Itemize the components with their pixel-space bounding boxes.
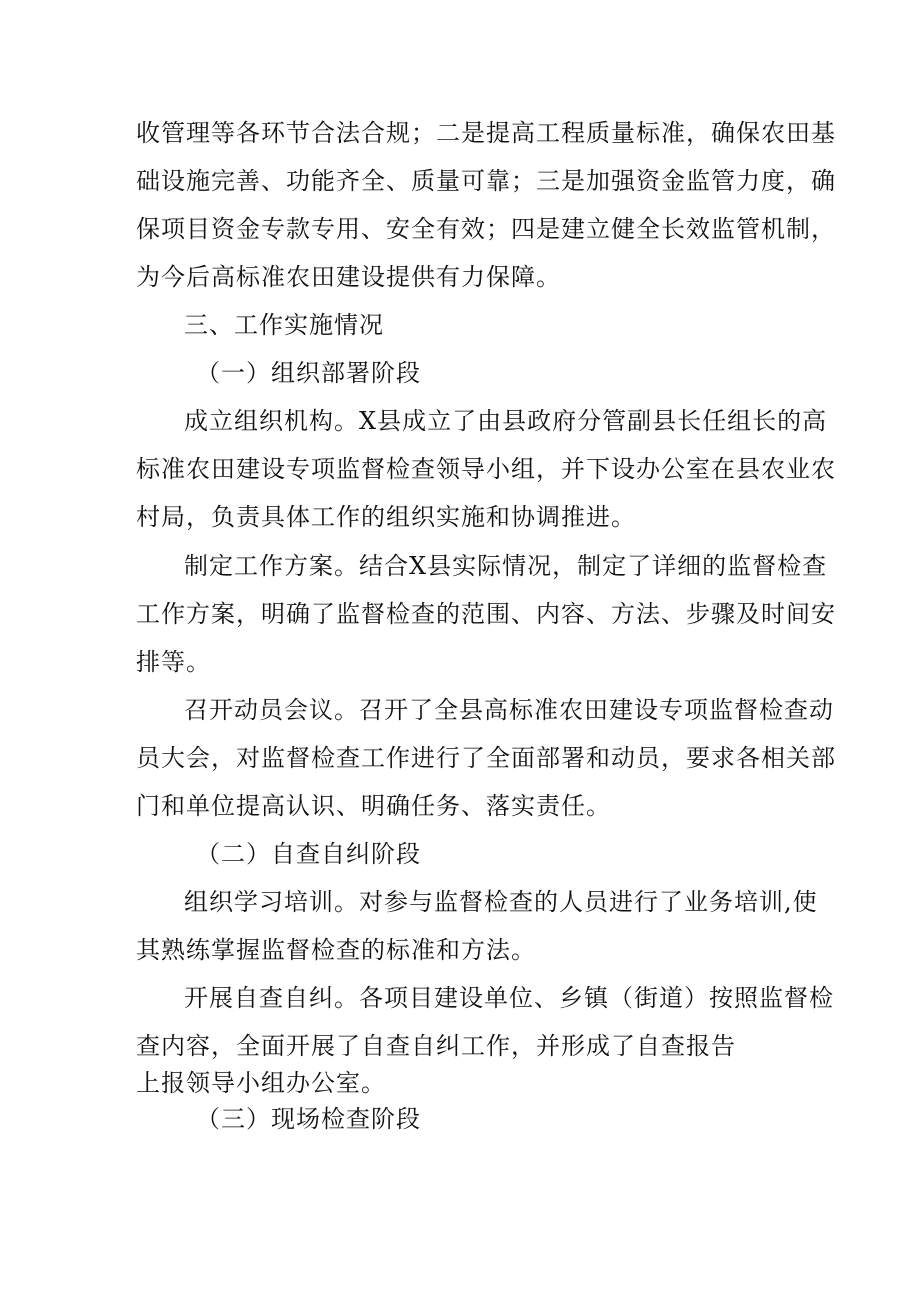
- section-heading: 三、工作实施情况: [184, 311, 384, 339]
- paragraph-line: 制定工作方案。结合X县实际情况，制定了详细的监督检查: [184, 552, 828, 580]
- paragraph-line: 工作方案，明确了监督检查的范围、内容、方法、步骤及时间安: [136, 600, 836, 628]
- subsection-heading: （一）组织部署阶段: [196, 359, 421, 387]
- paragraph-line: 门和单位提高认识、明确任务、落实责任。: [136, 792, 611, 820]
- paragraph-line: 标准农田建设专项监督检查领导小组，并下设办公室在县农业农: [136, 455, 836, 483]
- paragraph-line: 其熟练掌握监督检查的标准和方法。: [136, 936, 536, 964]
- paragraph-line: 查内容，全面开展了自查自纠工作，并形成了自查报告: [136, 1032, 736, 1060]
- paragraph-line: 收管理等各环节合法合规；二是提高工程质量标准，确保农田基: [136, 119, 836, 147]
- paragraph-line: 上报领导小组办公室。: [136, 1069, 386, 1097]
- paragraph-line: 保项目资金专款专用、安全有效；四是建立健全长效监管机制，: [136, 215, 836, 243]
- paragraph-line: 召开动员会议。召开了全县高标准农田建设专项监督检查动: [184, 696, 834, 724]
- paragraph-line: 员大会，对监督检查工作进行了全面部署和动员，要求各相关部: [136, 744, 836, 772]
- paragraph-line: 开展自查自纠。各项目建设单位、乡镇（街道）按照监督检: [184, 984, 834, 1012]
- paragraph-line: 组织学习培训。对参与监督检查的人员进行了业务培训,使: [184, 888, 818, 916]
- subsection-heading: （三）现场检查阶段: [196, 1105, 421, 1133]
- paragraph-line: 为今后高标准农田建设提供有力保障。: [136, 263, 561, 291]
- subsection-heading: （二）自查自纠阶段: [196, 840, 421, 868]
- paragraph-line: 础设施完善、功能齐全、质量可靠；三是加强资金监管力度，确: [136, 167, 836, 195]
- paragraph-line: 排等。: [136, 648, 211, 676]
- paragraph-line: 成立组织机构。X县成立了由县政府分管副县长任组长的高: [184, 407, 828, 435]
- paragraph-line: 村局，负责具体工作的组织实施和协调推进。: [136, 503, 636, 531]
